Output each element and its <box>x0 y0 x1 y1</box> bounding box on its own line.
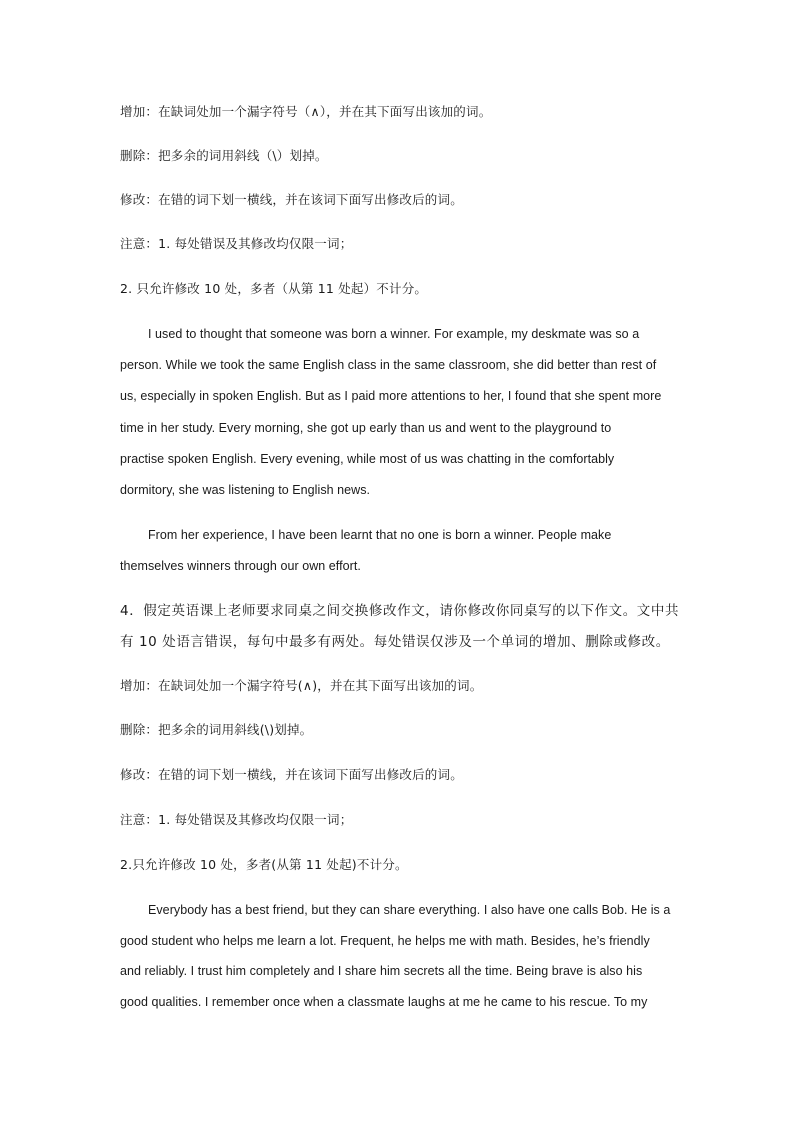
instruction-note: 注意：1. 每处错误及其修改均仅限一词； <box>120 812 353 827</box>
question-4-text: 有 10 处语言错误，每句中最多有两处。每处错误仅涉及一个单词的增加、删除或修改。 <box>120 634 670 650</box>
passage2-line: and reliably. I trust him completely and I share him secrets all the time. Being brave is also his <box>120 964 643 978</box>
passage1-line: practise spoken English. Every evening, while most of us was chatting in the comfortably <box>120 452 615 466</box>
instruction-limit: 2.只允许修改 10 处，多者(从第 11 处起)不计分。 <box>120 857 408 872</box>
passage2-line: good student who helps me learn a lot. Frequent, he helps me with math. Besides, he’s friendly <box>120 934 650 948</box>
passage1-line: person. While we took the same English class in the same classroom, she did better than rest of <box>120 358 657 372</box>
passage1-line: dormitory, she was listening to English news. <box>120 483 371 497</box>
instruction-add: 增加：在缺词处加一个漏字符号（∧），并在其下面写出该加的词。 <box>120 104 492 119</box>
passage1-line: time in her study. Every morning, she got up early than us and went to the playground to <box>120 421 612 435</box>
passage2-line: good qualities. I remember once when a classmate laughs at me he came to his rescue. To my <box>120 995 648 1009</box>
instruction-modify: 修改：在错的词下划一横线，并在该词下面写出修改后的词。 <box>120 767 463 782</box>
instruction-modify: 修改：在错的词下划一横线，并在该词下面写出修改后的词。 <box>120 192 463 207</box>
passage1-line: I used to thought that someone was born a winner. For example, my deskmate was so a <box>148 327 640 341</box>
question-4-text: 4．假定英语课上老师要求同桌之间交换修改作文，请你修改你同桌写的以下作文。文中共 <box>120 603 680 619</box>
instruction-delete: 删除：把多余的词用斜线(\)划掉。 <box>120 722 313 737</box>
instruction-delete: 删除：把多余的词用斜线（\）划掉。 <box>120 148 328 163</box>
instruction-note: 注意：1. 每处错误及其修改均仅限一词； <box>120 236 353 251</box>
passage2-line: Everybody has a best friend, but they can share everything. I also have one calls Bob. He is a <box>148 903 671 917</box>
passage1-line: us, especially in spoken English. But as I paid more attentions to her, I found that she spent more <box>120 389 662 403</box>
passage1-line: From her experience, I have been learnt that no one is born a winner. People make <box>148 528 612 542</box>
instruction-add: 增加：在缺词处加一个漏字符号(∧)，并在其下面写出该加的词。 <box>120 678 483 693</box>
instruction-limit: 2. 只允许修改 10 处，多者（从第 11 处起）不计分。 <box>120 281 428 296</box>
passage1-line: themselves winners through our own effort. <box>120 559 361 573</box>
